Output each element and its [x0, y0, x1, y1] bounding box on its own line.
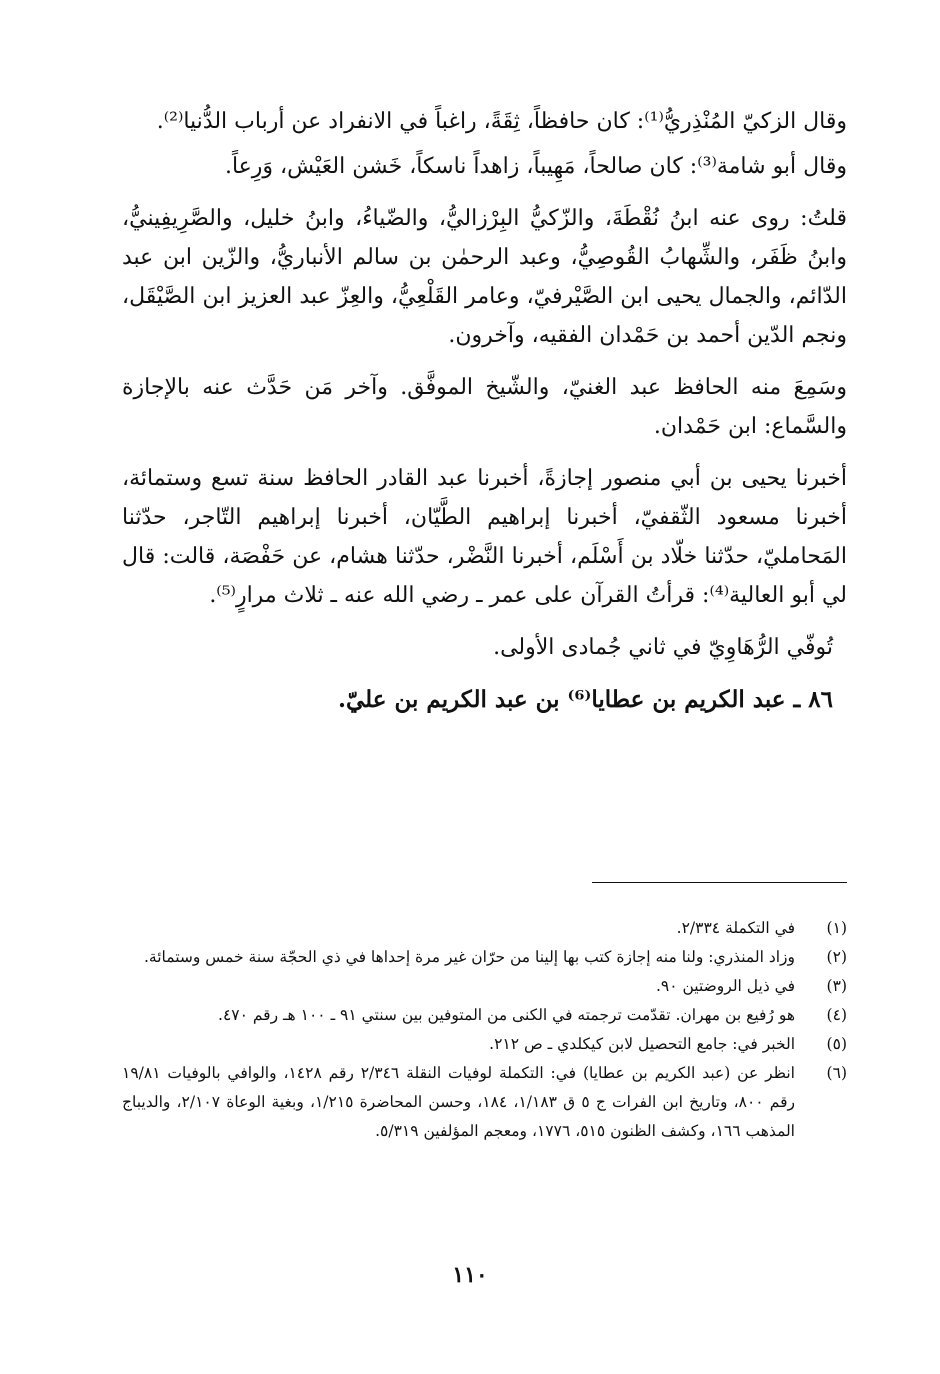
footnote-number: (١): [826, 919, 847, 937]
footnote-item: [122, 1001, 847, 1030]
main-text: [122, 102, 847, 732]
footnote-text: انظر عن (عبد الكريم بن عطايا) في: التكملة لوفيات النقلة ٢/٣٤٦ رقم ١٤٢٨، والوافي بالوفيات ١٩/٨١ رقم ٨٠٠، وتاريخ ابن الفرات ج ٥ ق ١/١٨٣، ١٨٤، وحسن المحاضرة ١/٢١٥، وبغية الوعاة ٢/١٠٧، والديباج المذهب ١٦٦، وكشف الظنون ٥١٥، ١٧٧٦، ومعجم المؤلفين ٥/٣١٩.: [122, 1064, 795, 1140]
footnote-text: هو رُفيع بن مهران. تقدّمت ترجمته في الكنى من المتوفين بين سنتي ٩١ ـ ١٠٠ هـ رقم ٤٧٠.: [218, 1006, 795, 1024]
footnote-text: الخبر في: جامع التحصيل لابن كيكلدي ـ ص ٢١٢.: [489, 1035, 795, 1053]
footnote-text: في ذيل الروضتين ٩٠.: [655, 977, 795, 995]
footnote-text: في التكملة ٢/٣٣٤.: [676, 919, 795, 937]
footnote-item: [122, 1059, 847, 1146]
death-note: تُوفّي الرُّهَاوِيّ في ثاني جُمادى الأولى.: [493, 635, 833, 660]
footnotes: [122, 914, 847, 1146]
footnote-number: (٣): [826, 977, 847, 995]
paragraph-abu-shama-quote: وقال أبو شامة⁽³⁾: كان صالحاً، مَهِيباً، زاهداً ناسكاً، خَشن العَيْش، وَرِعاً.: [224, 154, 847, 179]
footnote-number: (٦): [826, 1064, 847, 1082]
paragraph-isnad: أخبرنا يحيى بن أبي منصور إجازةً، أخبرنا عبد القادر الحافظ سنة تسع وستمائة، أخبرنا مسعود الثّقفيّ، أخبرنا إبراهيم الطَّيّان، أخبرنا إبراهيم التّاجر، حدّثنا المَحامليّ، حدّثنا خلّاد بن أَسْلَم، أخبرنا النَّضْر، حدّثنا هشام، عن حَفْصَة، قالت: قال لي أبو العالية⁽⁴⁾: قرأتُ القرآن على عمر ـ رضي الله عنه ـ ثلاث مرارٍ⁽⁵⁾.: [122, 466, 847, 608]
paragraph-students: وسَمِعَ منه الحافظ عبد الغنيّ، والشّيخ الموفَّق. وآخر مَن حَدَّث عنه بالإجازة والسَّماع: ابن حَمْدان.: [122, 375, 847, 439]
footnote-number: (٢): [826, 948, 847, 966]
page-number: ١١٠: [452, 1262, 488, 1288]
footnote-separator: [592, 882, 847, 883]
paragraph-mundhiri-quote: وقال الزكيّ المُنْذِريُّ⁽¹⁾: كان حافظاً، ثِقَةً، راغباً في الانفراد عن أرباب الدُّنيا⁽²⁾.: [156, 109, 847, 134]
footnote-item: [122, 943, 847, 972]
footnote-item: [122, 972, 847, 1001]
footnote-item: [122, 914, 847, 943]
footnote-number: (٤): [826, 1006, 847, 1024]
footnote-item: [122, 1030, 847, 1059]
paragraph-narrators: قلتُ: روى عنه ابنُ نُقْطَةَ، والزّكيُّ البِرْزاليُّ، والضّياءُ، وابنُ خليل، والصَّرِيفِينيُّ، وابنُ ظَفَر، والشِّهابُ القُوصِيُّ، وعبد الرحمٰن بن سالم الأنباريُّ، والزّين ابن عبد الدّائم، والجمال يحيى ابن الصَّيْرفيّ، وعامر القَلْعِيُّ، والعِزّ عبد العزيز ابن الصَّيْقَل، ونجم الدّين أحمد بن حَمْدان الفقيه، وآخرون.: [122, 206, 847, 348]
footnote-number: (٥): [826, 1035, 847, 1053]
footnote-text: وزاد المنذري: ولنا منه إجازة كتب بها إلينا من حرّان غير مرة إحداها في ذي الحجّة سنة خمس وستمائة.: [143, 948, 795, 966]
entry-heading: ٨٦ ـ عبد الكريم بن عطايا⁽⁶⁾ بن عبد الكريم بن عليّ.: [337, 686, 833, 713]
